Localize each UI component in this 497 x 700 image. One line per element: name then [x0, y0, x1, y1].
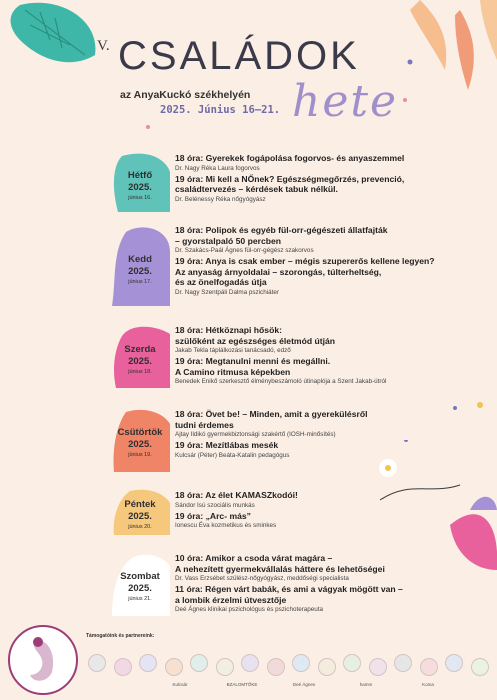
event-title: 10 óra: Amikor a csoda várat magára – — [175, 553, 333, 563]
day-year: 2025. — [128, 583, 152, 594]
day-block-kedd — [0, 222, 497, 314]
day-program — [175, 409, 475, 461]
partner-logo-label: Kulcsár — [172, 682, 188, 687]
day-name: Péntek — [124, 499, 156, 510]
speaker-line: Jakab Tekla táplálkozási tanácsadó, edző — [175, 347, 291, 354]
event-title: 11 óra: Régen várt babák, és ami a vágyak mögött van – — [175, 584, 403, 594]
day-label — [116, 254, 164, 286]
event-title: 19 óra: „Arc- más” — [175, 510, 251, 521]
partner-logo-label: Deé Ágnes — [292, 682, 316, 687]
partner-logo-icon — [292, 654, 310, 672]
day-block-csütörtök — [0, 406, 497, 476]
day-year: 2025. — [128, 511, 152, 522]
day-year: 2025. — [128, 356, 152, 367]
day-date: június 19. — [128, 452, 152, 458]
partner-logo-icon — [267, 658, 285, 676]
partner-logo-icon — [114, 658, 132, 676]
event-title: a lombik érzelmi útvesztője — [175, 594, 287, 605]
event-title: 18 óra: Az élet KAMASZkodói! — [175, 490, 298, 500]
partner-logo-icon — [369, 658, 387, 676]
event-title: családtervezés – kérdések tabuk nélkül. — [175, 184, 338, 194]
partners-title: Támogatóink és partnereink: — [86, 633, 155, 639]
event-title: 19 óra: Mi kell a NŐnek? Egészségmegőrzés, prevenció, — [175, 173, 405, 184]
event-title: 19 óra: Anya is csak ember – mégis szupererős kellene legyen? — [175, 256, 435, 266]
partner-logo-icon — [165, 658, 183, 676]
day-name: Kedd — [128, 254, 152, 265]
partner-logo-icon — [241, 654, 259, 672]
event-title: és az önelfogadás útja — [175, 277, 267, 287]
partner-logo-label: BZALOMTŐKE — [226, 682, 258, 687]
day-name: Csütörtök — [117, 427, 163, 438]
partner-logo-icon — [88, 654, 106, 672]
event-dates: 2025. Június 16–21. — [160, 104, 281, 116]
day-block-péntek — [0, 487, 497, 539]
speaker-line: Deé Ágnes klinikai pszichológus és pszichoterapeuta — [175, 606, 324, 613]
speaker-line: Kulcsár (Péter) Beáta-Katalin pedagógus — [175, 451, 290, 459]
speaker-line: Ajtay Ildikó gyermekbiztonsági szakértő (IOSH-minősítés) — [175, 431, 336, 438]
event-title: A Camino ritmusa képekben — [175, 366, 291, 377]
event-title: Az anyaság árnyoldalai – szorongás, túlterheltség, — [175, 266, 382, 277]
speaker-line: Ionescu Éva kozmetikus és sminkes — [175, 522, 277, 529]
day-label — [116, 571, 164, 603]
day-name: Szerda — [124, 344, 156, 355]
speaker-line: Dr. Belénessy Réka nőgyógyász — [175, 195, 266, 203]
day-label — [116, 427, 164, 459]
day-program — [175, 325, 475, 387]
event-title: 18 óra: Övet be! – Minden, amit a gyerekülésről — [175, 409, 368, 419]
day-program — [175, 225, 475, 298]
partner-logo-icon — [216, 658, 234, 676]
event-title: tudni érdemes — [175, 419, 234, 430]
page-title: CSALÁDOK — [118, 34, 360, 78]
day-block-szombat — [0, 550, 497, 620]
event-title: szülőként az egészséges életmód útján — [175, 335, 335, 346]
event-title: – gyorstalpaló 50 percben — [175, 235, 282, 246]
day-date: június 17. — [128, 279, 152, 285]
day-date: június 21. — [128, 596, 152, 602]
edition-number: V. — [97, 38, 110, 54]
event-title: 18 óra: Polipok és egyéb fül-orr-gégészeti állatfajták — [175, 225, 388, 235]
partner-logo-icon — [139, 654, 157, 672]
anyakucko-logo-icon — [4, 620, 82, 700]
day-year: 2025. — [128, 266, 152, 277]
footer — [0, 628, 497, 700]
header — [0, 0, 497, 140]
day-block-hétfő — [0, 150, 497, 218]
partner-logo-label: Koma — [422, 682, 434, 687]
title-script: hete — [292, 76, 399, 127]
day-program — [175, 490, 475, 531]
event-title: 18 óra: Gyerekek fogápolása fogorvos- és anyaszemmel — [175, 153, 405, 163]
day-date: június 18. — [128, 369, 152, 375]
day-name: Szombat — [120, 571, 160, 582]
event-title: 19 óra: Mezítlábas mesék — [175, 440, 279, 450]
partner-logo-icon — [318, 658, 336, 676]
speaker-line: Dr. Nagy Réka Laura fogorvos — [175, 164, 260, 172]
day-date: június 20. — [128, 524, 152, 530]
partner-logo-label: hamm — [359, 682, 373, 687]
day-label — [116, 499, 164, 531]
partner-logo-icon — [445, 654, 463, 672]
day-block-szerda — [0, 322, 497, 394]
partner-logo-icon — [471, 658, 489, 676]
speaker-line: Sándor Isú szociális munkás — [175, 501, 255, 509]
partner-logo-icon — [420, 658, 438, 676]
day-label — [116, 170, 164, 202]
partner-logo-icon — [190, 654, 208, 672]
speaker-line: Dr. Vass Erzsébet szülész-nőgyógyász, meddőségi specialista — [175, 575, 349, 582]
speaker-line: Dr. Nagy Szentpáli Dalma pszichiáter — [175, 288, 279, 296]
venue-subtitle: az AnyaKuckó székhelyén — [120, 89, 251, 101]
event-title: 18 óra: Hétköznapi hősök: — [175, 325, 282, 335]
day-year: 2025. — [128, 182, 152, 193]
speaker-line: Benedek Enikő szerkesztő élménybeszámoló útinaplója a Szent Jakab-útról — [175, 378, 387, 385]
day-program — [175, 153, 475, 205]
day-name: Hétfő — [127, 170, 153, 181]
day-label — [116, 344, 164, 376]
partner-logo-icon — [394, 654, 412, 672]
day-program — [175, 553, 475, 615]
day-year: 2025. — [128, 439, 152, 450]
partner-logo-icon — [343, 654, 361, 672]
event-title: 19 óra: Megtanulni menni és megállni. — [175, 356, 331, 366]
speaker-line: Dr. Szakács-Paál Ágnes fül-orr-gégész szakorvos — [175, 247, 314, 254]
day-date: június 16. — [128, 195, 152, 201]
event-title: A nehezített gyermekvállalás háttere és lehetőségei — [175, 563, 385, 574]
